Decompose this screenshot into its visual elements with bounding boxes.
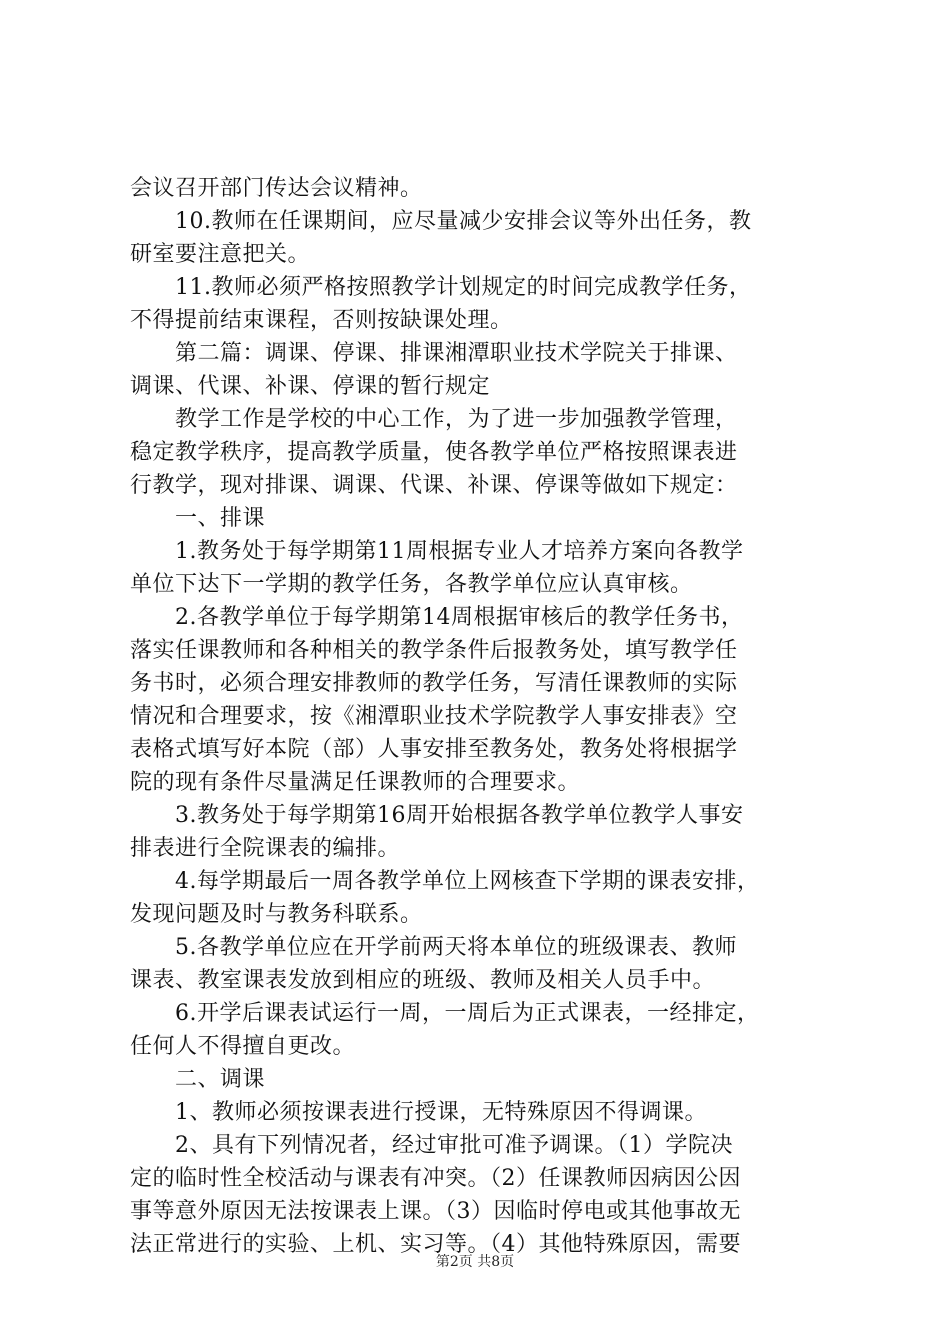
text-line: 情况和合理要求，按《湘潭职业技术学院教学人事安排表》空 [130,704,738,729]
document-body [130,172,830,1261]
text-line: 稳定教学秩序，提高教学质量，使各教学单位严格按照课表进 [130,440,738,465]
text-line: 不得提前结束课程，否则按缺课处理。 [130,308,513,333]
text-line: 6.开学后课表试运行一周，一周后为正式课表，一经排定， [130,1001,760,1026]
text-line: 落实任课教师和各种相关的教学条件后报教务处，填写教学任 [130,638,738,663]
text-line: 会议召开部门传达会议精神。 [130,176,423,201]
text-line: 任何人不得擅自更改。 [130,1034,356,1059]
text-line: 1.教务处于每学期第11周根据专业人才培养方案向各教学 [130,539,744,564]
text-line: 4.每学期最后一周各教学单位上网核查下学期的课表安排， [130,869,760,894]
text-line: 排表进行全院课表的编排。 [130,836,401,861]
text-line: 调课、代课、补课、停课的暂行规定 [130,374,491,399]
text-line: 一、排课 [130,506,266,531]
page-footer: 第2页 共8页 [435,1254,515,1270]
text-line: 研室要注意把关。 [130,242,311,267]
text-line: 课表、教室课表发放到相应的班级、教师及相关人员手中。 [130,968,716,993]
text-line: 2.各教学单位于每学期第14周根据审核后的教学任务书， [130,605,744,630]
text-line: 3.教务处于每学期第16周开始根据各教学单位教学人事安 [130,803,744,828]
text-line: 5.各教学单位应在开学前两天将本单位的班级课表、教师 [130,935,737,960]
text-line: 法正常进行的实验、上机、实习等。（4）其他特殊原因，需要 [130,1232,741,1257]
text-line: 1、教师必须按课表进行授课，无特殊原因不得调课。 [130,1100,707,1125]
text-line: 11.教师必须严格按照教学计划规定的时间完成教学任务， [130,275,752,300]
text-line: 务书时，必须合理安排教师的教学任务，写清任课教师的实际 [130,671,738,696]
text-line: 定的临时性全校活动与课表有冲突。（2）任课教师因病因公因 [130,1166,741,1191]
text-line: 10.教师在任课期间，应尽量减少安排会议等外出任务，教 [130,209,752,234]
text-line: 事等意外原因无法按课表上课。（3）因临时停电或其他事故无 [130,1199,741,1224]
text-line: 第二篇：调课、停课、排课湘潭职业技术学院关于排课、 [130,341,738,366]
text-line: 表格式填写好本院（部）人事安排至教务处，教务处将根据学 [130,737,738,762]
text-line: 院的现有条件尽量满足任课教师的合理要求。 [130,770,581,795]
text-line: 教学工作是学校的中心工作，为了进一步加强教学管理， [130,407,738,432]
text-line: 2、具有下列情况者，经过审批可准予调课。（1）学院决 [130,1133,733,1158]
text-line: 单位下达下一学期的教学任务，各教学单位应认真审核。 [130,572,693,597]
text-line: 行教学，现对排课、调课、代课、补课、停课等做如下规定： [130,473,738,498]
text-line: 发现问题及时与教务科联系。 [130,902,423,927]
text-line: 二、调课 [130,1067,266,1092]
